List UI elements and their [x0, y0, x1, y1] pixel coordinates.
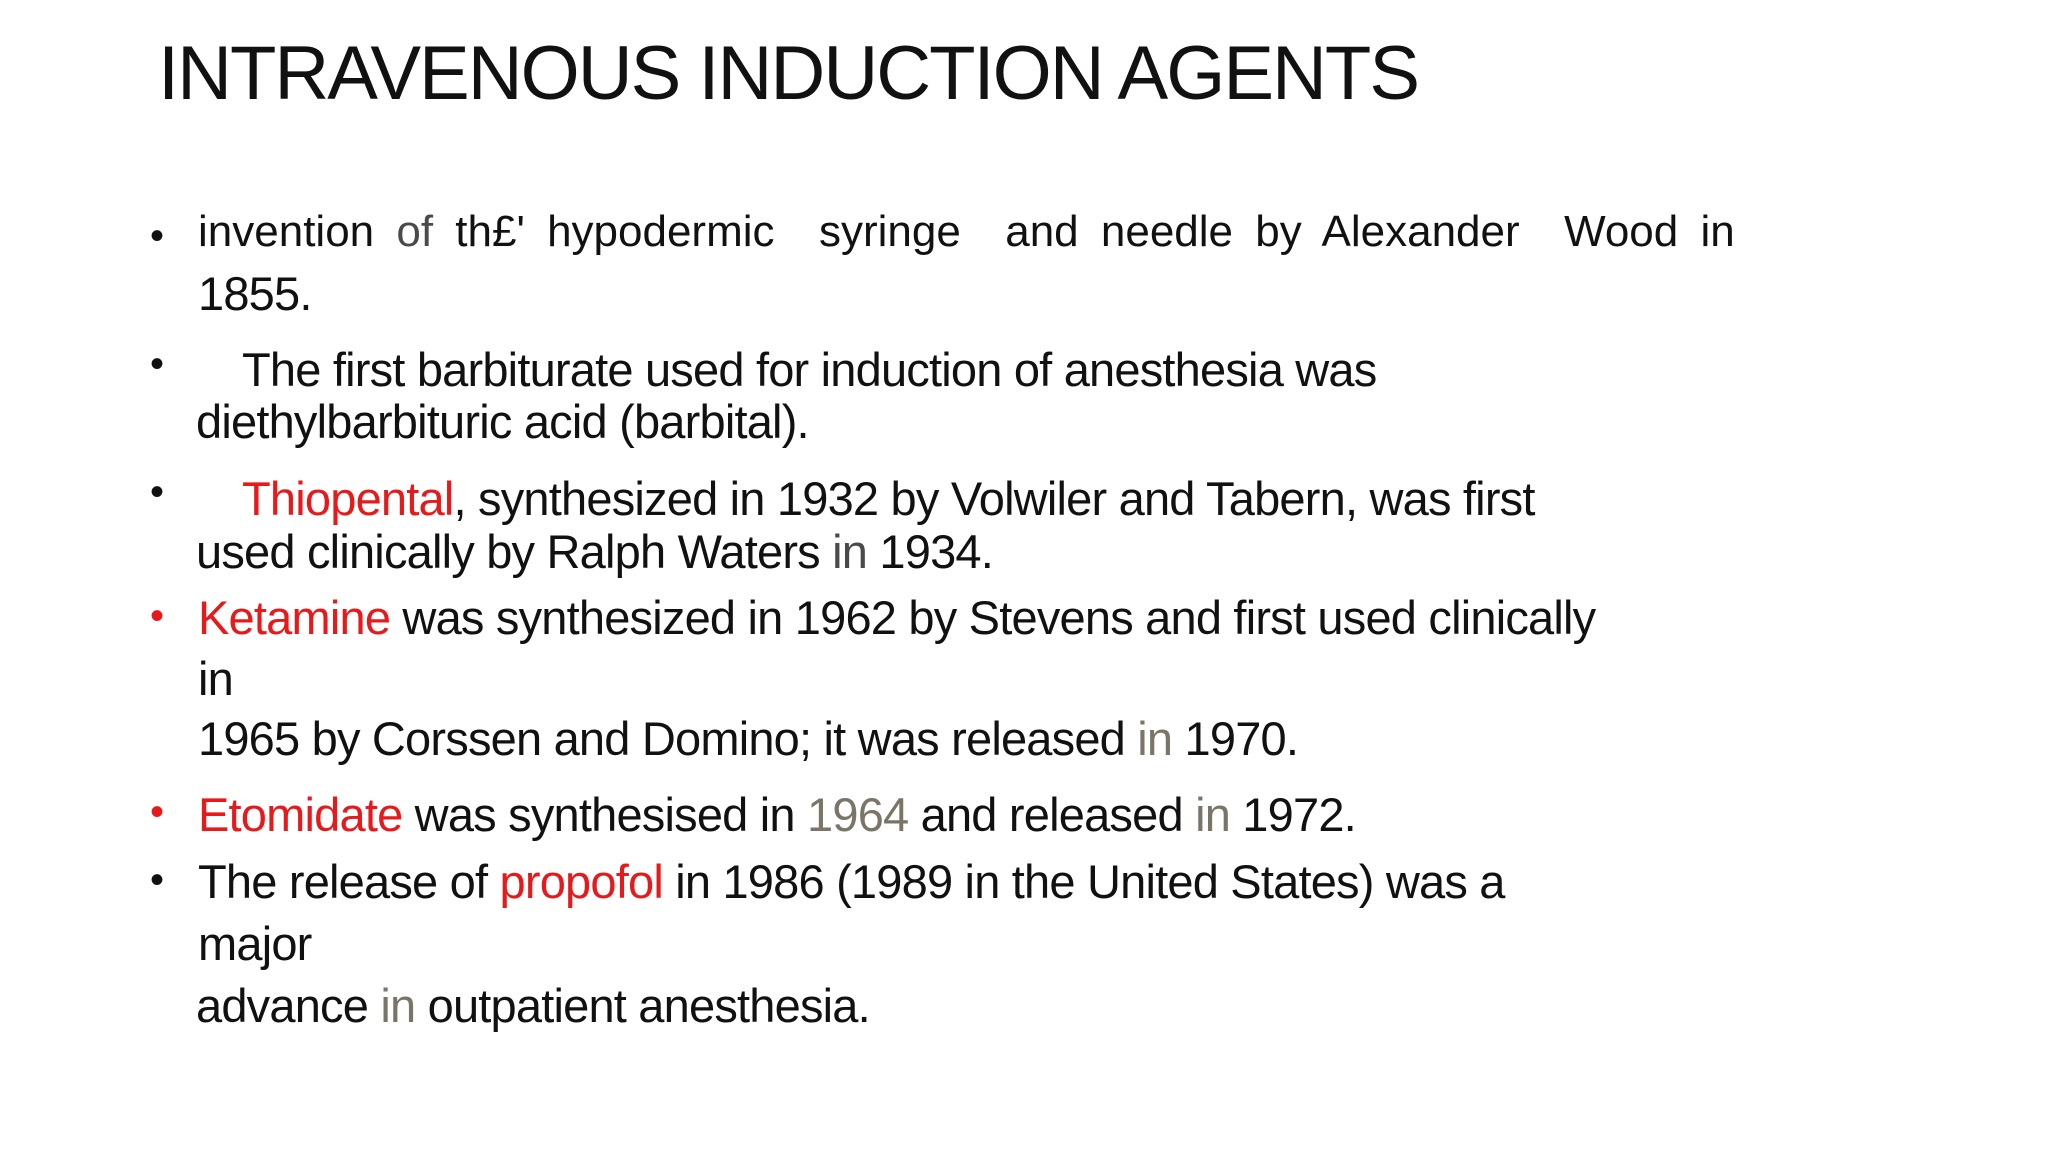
bullet-text-line [198, 712, 1299, 765]
text-segment: of [396, 207, 456, 256]
slide-title: INTRAVENOUS INDUCTION AGENTS [158, 31, 1419, 116]
text-segment: diethylbarbituric acid (barbital). [196, 395, 809, 448]
bullet-text-line [196, 979, 870, 1032]
bullet-icon: • [150, 470, 165, 514]
bullet-text-line [198, 855, 1505, 908]
bullet-icon: • [150, 858, 165, 902]
text-segment: in [1195, 788, 1231, 841]
text-segment: 1934. [867, 525, 994, 578]
text-segment: major [198, 917, 312, 970]
text-segment: in [1137, 712, 1173, 765]
highlighted-term: propofol [499, 855, 663, 908]
bullet-icon: • [150, 790, 165, 834]
text-segment: invention [198, 207, 397, 256]
text-segment: th£' hypodermic syringe and needle by Alexander Wood in [455, 207, 1735, 256]
bullet-text-line [198, 207, 1735, 256]
bullet-text-line [198, 917, 312, 970]
text-segment: was synthesized in 1962 by Stevens and first used clinically [390, 591, 1596, 644]
bullet-text-line [242, 472, 1535, 525]
bullet-text-line [198, 591, 1596, 644]
bullet-text-line [196, 395, 809, 448]
text-segment: 1964 [807, 788, 909, 841]
text-segment: used clinically by Ralph Waters [196, 525, 833, 578]
text-segment: in 1986 (1989 in the United States) was a [662, 855, 1505, 908]
text-segment: The release of [198, 855, 500, 908]
highlighted-term: Ketamine [198, 591, 391, 644]
text-segment: 1972. [1230, 788, 1356, 841]
bullet-icon: • [150, 214, 165, 258]
text-segment: 1965 by Corssen and Domino; it was released [198, 712, 1138, 765]
text-segment: 1970. [1172, 712, 1299, 765]
highlighted-term: Thiopental [242, 472, 454, 525]
text-segment: and released [908, 788, 1196, 841]
bullet-text-line [242, 343, 1377, 396]
bullet-text-line [198, 267, 312, 320]
bullet-icon: • [150, 594, 165, 638]
highlighted-term: Etomidate [198, 788, 403, 841]
bullet-text-line [196, 525, 994, 578]
text-segment: 1855. [198, 267, 312, 320]
text-segment: in [198, 652, 233, 705]
text-segment: outpatient anesthesia. [415, 979, 870, 1032]
bullet-text-line [198, 652, 233, 705]
text-segment: in [380, 979, 416, 1032]
text-segment: was synthesised in [402, 788, 808, 841]
bullet-text-line [198, 788, 1356, 841]
text-segment: in [832, 525, 868, 578]
text-segment: advance [196, 979, 381, 1032]
text-segment: The first barbiturate used for induction of anesthesia was [242, 343, 1377, 396]
bullet-icon: • [150, 342, 165, 386]
text-segment: , synthesized in 1932 by Volwiler and Tabern, was first [453, 472, 1535, 525]
